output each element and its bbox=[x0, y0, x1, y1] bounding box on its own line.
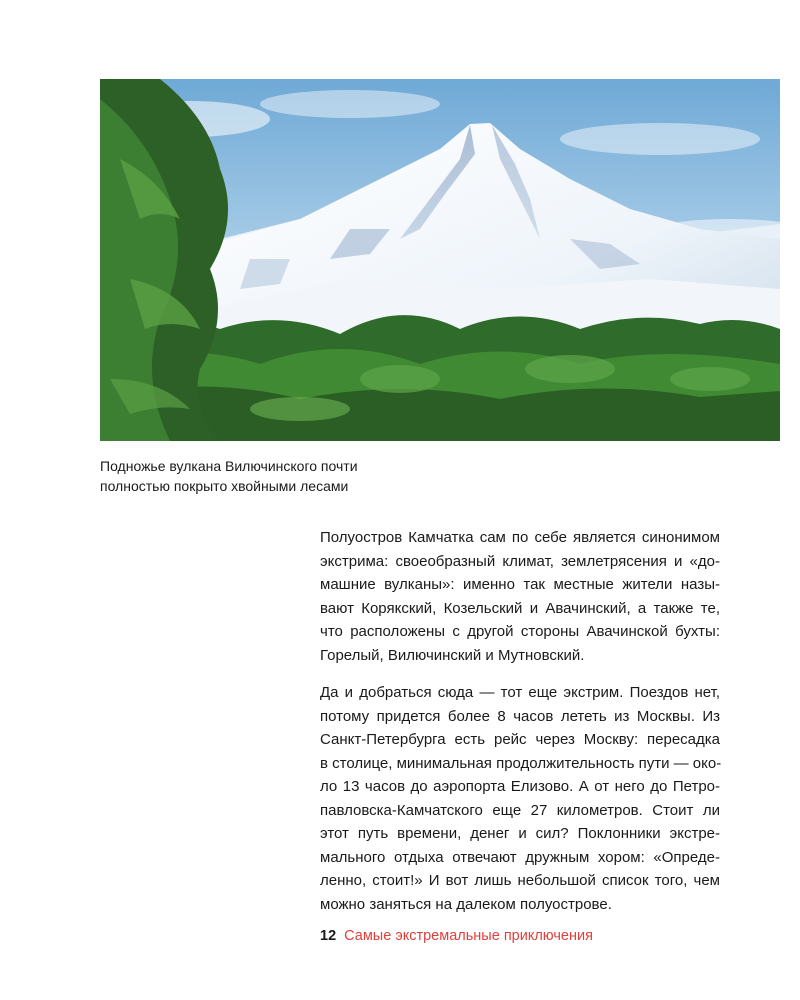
text-line: ло 13 часов до аэропорта Елизово. А от него до Петро- bbox=[320, 778, 720, 795]
text-line: можно заняться на далеком полуострове. bbox=[320, 895, 612, 913]
text-line: павловска-Камчатского еще 27 километров. Стоит ли bbox=[320, 801, 720, 819]
page-number: 12 bbox=[320, 928, 337, 944]
page-footer bbox=[320, 926, 593, 946]
text-line: экстрима: своеобразный климат, землетрясения и «до- bbox=[320, 552, 720, 570]
text-line: Горелый, Вилючинский и Мутновский. bbox=[320, 646, 585, 664]
photo-caption bbox=[100, 456, 430, 496]
text-line: что расположены с другой стороны Авачинской бухты: bbox=[320, 623, 720, 640]
text-line: Да и добраться сюда — тот еще экстрим. Поездов нет, bbox=[320, 684, 720, 701]
caption-line: полностью покрыто хвойными лесами bbox=[100, 478, 349, 494]
text-line: мального отдыха отвечают дружным хором: «Опреде- bbox=[320, 848, 720, 866]
text-line: Полуостров Камчатка сам по себе является синонимом bbox=[320, 529, 720, 546]
text-line: машние вулканы»: именно так местные жители назы- bbox=[320, 576, 720, 593]
text-line: потому придется более 8 часов лететь из Москвы. Из bbox=[320, 707, 720, 725]
text-line: Санкт-Петербурга есть рейс через Москву: пересадка bbox=[320, 731, 720, 748]
text-line: этот путь времени, денег и сил? Поклонники экстре- bbox=[320, 825, 720, 842]
text-line: вают Корякский, Козельский и Авачинский, а также те, bbox=[320, 599, 720, 617]
paragraph bbox=[320, 526, 720, 667]
paragraph bbox=[320, 681, 720, 916]
text-line: ленно, стоит!» И вот лишь небольшой список того, чем bbox=[320, 872, 720, 889]
volcano-illustration bbox=[100, 79, 780, 441]
article-body bbox=[320, 526, 720, 930]
book-title: Самые экстремальные приключения bbox=[344, 928, 593, 944]
caption-line: Подножье вулкана Вилючинского почти bbox=[100, 458, 358, 474]
volcano-photo bbox=[100, 79, 780, 441]
text-line: в столице, минимальная продолжительность пути — око- bbox=[320, 754, 722, 772]
